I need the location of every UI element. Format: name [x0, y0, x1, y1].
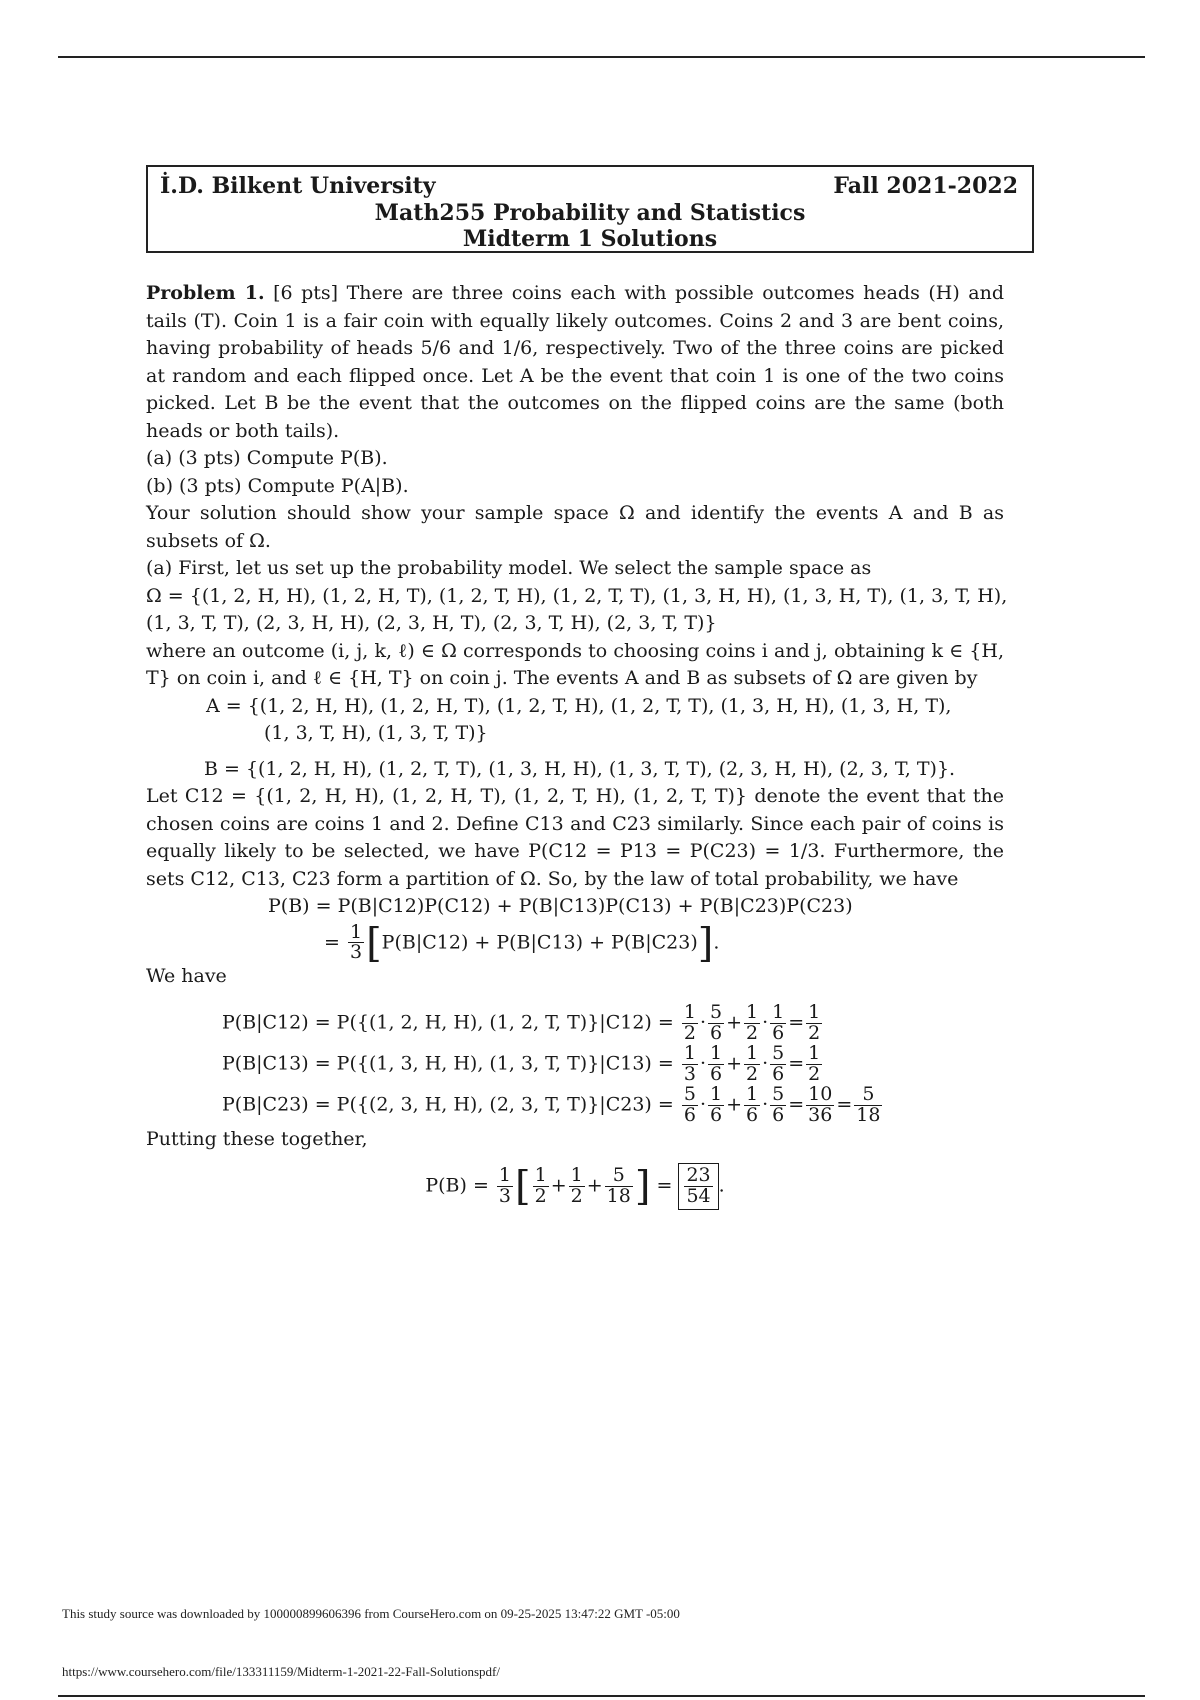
term-label: Fall 2021-2022 — [833, 173, 1018, 199]
total-probability-line-2: = $\frac{1}{3}$ [P(B|C12) + P(B|C13) + P(B|C23)]. — [324, 919, 720, 966]
fraction-one-third: $\frac{1}{3}$ — [349, 920, 363, 964]
sample-space-line-1: Ω = {(1, 2, H, H), (1, 2, H, T), (1, 2, T, H), (1, 2, T, T), (1, 3, H, H), (1, 3, H, T), (1, 3, T, H), — [146, 584, 1008, 607]
conditional-c12-line: P(B|C12) = P({(1, 2, H, H), (1, 2, T, T)}|C12) = $\frac{1}{2}$ · $\frac{5}{6}$ + $\frac{1}{2}$ · $\frac{1}{6}$ = $\frac{1}{2}$ — [222, 1000, 821, 1044]
outcome-description: where an outcome (i, j, k, ℓ) ∈ Ω corresponds to choosing coins i and j, obtaining k ∈ {H, T} on coin i, and ℓ ∈ {H, T} on coin j. The events A and B as subsets of Ω are given by — [146, 639, 1004, 689]
conditional-c23-line: P(B|C23) = P({(2, 3, H, H), (2, 3, T, T)}|C23) = $\frac{5}{6}$ · $\frac{1}{6}$ + $\frac{1}{6}$ · $\frac{5}{6}$ = $\frac{10}{36}$ = $\frac{5}{18}$ — [222, 1082, 881, 1126]
top-rule — [58, 56, 1145, 58]
part-b: (b) (3 pts) Compute P(A|B). — [146, 474, 409, 497]
final-result: P(B) = $\frac{1}{3}$ [ $\frac{1}{2}$ + $\frac{1}{2}$ + $\frac{5}{18}$ ] = $\frac{23}{54}$ . — [425, 1163, 725, 1210]
source-url[interactable]: https://www.coursehero.com/file/133311159/Midterm-1-2021-22-Fall-Solutionspdf/ — [62, 1664, 500, 1679]
putting-together-text: Putting these together, — [146, 1127, 368, 1150]
partition-paragraph: Let C12 = {(1, 2, H, H), (1, 2, H, T), (1, 2, T, H), (1, 2, T, T)} denote the event that the chosen coins are coins 1 and 2. Define C13 and C23 similarly. Since each pair of coins is equally likely to be selected, we have P(C12 = P13 = P(C23) = 1/3. Furthermore, the sets C12, C13, C23 form a partition of Ω. So, by the law of total probability, we have — [146, 785, 1004, 890]
instruction-text: Your solution should show your sample space Ω and identify the events A and B as subsets of Ω. — [146, 502, 1004, 552]
exam-title: Midterm 1 Solutions — [462, 226, 718, 252]
conditional-c13-line: P(B|C13) = P({(1, 3, H, H), (1, 3, T, T)}|C13) = $\frac{1}{3}$ · $\frac{1}{6}$ + $\frac{1}{2}$ · $\frac{5}{6}$ = $\frac{1}{2}$ — [222, 1041, 821, 1085]
university-name: İ.D. Bilkent University — [160, 173, 436, 199]
event-a-line-2: (1, 3, T, H), (1, 3, T, T)} — [264, 722, 488, 744]
problem-label: Problem 1. — [146, 282, 265, 304]
download-note: This study source was downloaded by 100000899606396 from CourseHero.com on 09-25-2025 13:47:22 GMT -05:00 — [62, 1606, 680, 1621]
problem-text: [6 pts] There are three coins each with possible outcomes heads (H) and tails (T). Coin 1 is a fair coin with equally likely outcomes. Coins 2 and 3 are bent coins, having probability of heads 5/6 and 1/6, respectively. Two of the three coins are picked at random and each flipped once. Let A be the event that coin 1 is one of the two coins picked. Let B be the event that the outcomes on the flipped coins are the same (both heads or both tails). — [146, 282, 1004, 442]
document-body — [146, 280, 1008, 1210]
final-answer-box: $\frac{23}{54}$ — [678, 1163, 718, 1210]
sample-space-line-2: (1, 3, T, T), (2, 3, H, H), (2, 3, H, T), (2, 3, T, H), (2, 3, T, T)} — [146, 612, 717, 634]
exam-header-box — [146, 165, 1034, 253]
total-probability-line-1: P(B) = P(B|C12)P(C12) + P(B|C13)P(C13) + P(B|C23)P(C23) — [268, 895, 853, 917]
part-a: (a) (3 pts) Compute P(B). — [146, 447, 388, 469]
problem-statement — [146, 280, 1004, 445]
we-have-text: We have — [146, 965, 227, 988]
bottom-rule — [58, 1695, 1145, 1697]
event-a-line-1: A = {(1, 2, H, H), (1, 2, H, T), (1, 2, T, H), (1, 2, T, T), (1, 3, H, H), (1, 3, H, T), — [206, 694, 952, 717]
solution-intro: (a) First, let us set up the probability model. We select the sample space as — [146, 557, 872, 579]
course-title: Math255 Probability and Statistics — [374, 200, 806, 226]
event-b-line: B = {(1, 2, H, H), (1, 2, T, T), (1, 3, H, H), (1, 3, T, T), (2, 3, H, H), (2, 3, T, T)}. — [204, 757, 956, 780]
